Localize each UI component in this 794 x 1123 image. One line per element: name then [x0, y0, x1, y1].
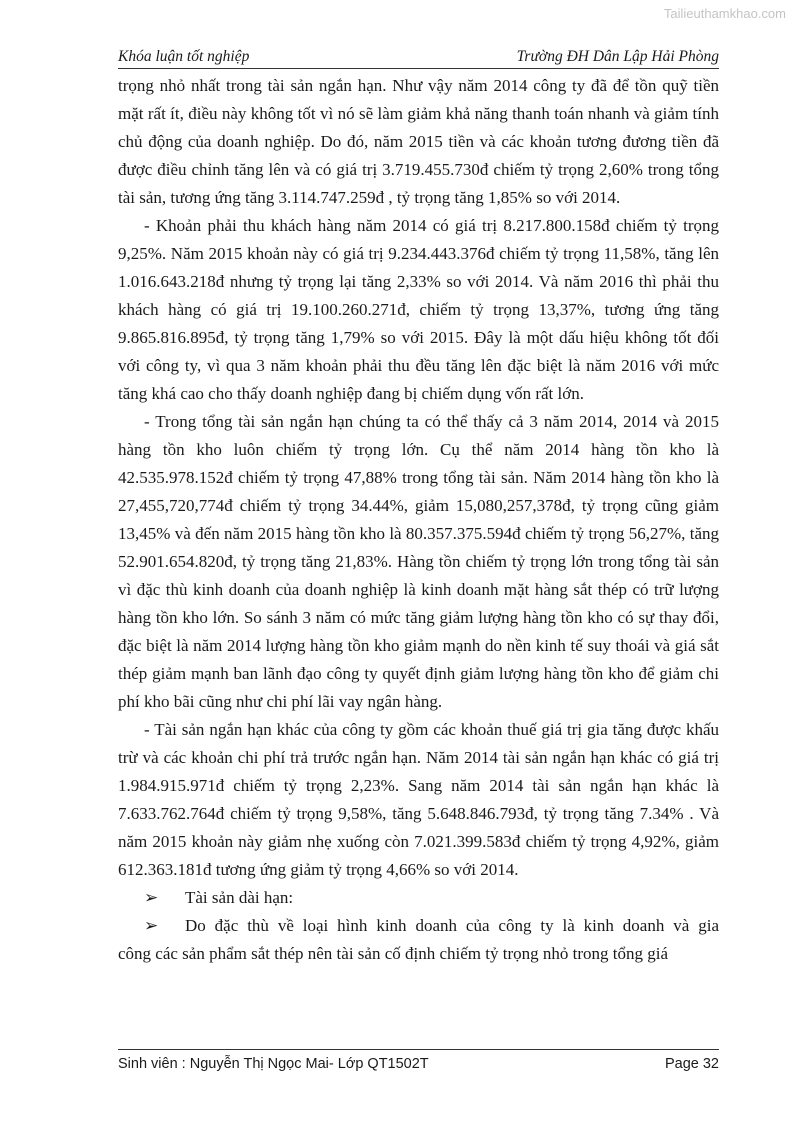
footer-student-label: Sinh viên : Nguyễn Thị Ngọc Mai- Lớp QT1502T — [118, 1056, 429, 1072]
header-thesis-label: Khóa luận tốt nghiệp — [118, 48, 250, 65]
header-university-label: Trường ĐH Dân Lập Hải Phòng — [516, 48, 719, 65]
watermark-text: Tailieuthamkhao.com — [663, 6, 786, 21]
paragraph-inventory: - Trong tổng tài sản ngắn hạn chúng ta có thể thấy cả 3 năm 2014, 2014 và 2015 hàng tồn kho luôn chiếm tỷ trọng lớn. Cụ thể năm 2014 hàng tồn kho là 42.535.978.152đ chiếm tỷ trọng 47,88% trong tổng tài sản. Năm 2014 hàng tồn kho là 27,455,720,774đ chiếm tỷ trọng 34.44%, giảm 15,080,257,378đ, tỷ trọng cũng giảm 13,45% và đến năm 2015 hàng tồn kho là 80.357.375.594đ chiếm tỷ trọng 56,27%, tăng 52.901.654.820đ, tỷ trọng tăng 21,83%. Hàng tồn chiếm tỷ trọng lớn trong tổng tài sản vì đặc thù kinh doanh của doanh nghiệp là kinh doanh mặt hàng sắt thép có trữ lượng hàng tồn kho lớn. So sánh 3 năm có mức tăng giảm lượng hàng tồn kho có sự thay đổi, đặc biệt là năm 2014 lượng hàng tồn kho giảm mạnh do nền kinh tế suy thoái và giá sắt thép giảm mạnh ban lãnh đạo công ty quyết định giảm lượng hàng tồn kho để giảm chi phí kho bãi cũng như chi phí lãi vay ngân hàng. — [118, 412, 719, 711]
arrow-item-business-type — [118, 912, 719, 968]
arrow-bullet-icon: ➢ — [144, 916, 159, 935]
page-header — [118, 46, 719, 69]
arrow-item-text: Tài sản dài hạn: — [185, 888, 294, 907]
arrow-item-continuation: công các sản phẩm sắt thép nên tài sản cố định chiếm tỷ trọng nhỏ trong tổng giá — [118, 944, 669, 963]
page-footer — [118, 1049, 719, 1076]
arrow-item-text: Do đặc thù về loại hình kinh doanh của công ty là kinh doanh và gia — [185, 916, 719, 935]
document-body — [118, 72, 719, 968]
arrow-bullet-icon: ➢ — [144, 888, 159, 907]
paragraph-receivables: - Khoản phải thu khách hàng năm 2014 có giá trị 8.217.800.158đ chiếm tỷ trọng 9,25%. Năm 2015 khoản này có giá trị 9.234.443.376đ chiếm tỷ trọng 11,58%, tăng lên 1.016.643.218đ nhưng tỷ trọng lại tăng 2,33% so với 2014. Và năm 2016 thì phải thu khách hàng có giá trị 19.100.260.271đ, chiếm tỷ trọng 13,37%, tương ứng tăng 9.865.816.895đ, tỷ trọng tăng 1,79% so với 2015. Đây là một dấu hiệu không tốt đối với công ty, vì qua 3 năm khoản phải thu đều tăng lên đặc biệt là năm 2016 với mức tăng khá cao cho thấy doanh nghiệp đang bị chiếm dụng vốn rất lớn. — [118, 216, 719, 403]
paragraph-cash: trọng nhỏ nhất trong tài sản ngắn hạn. Như vậy năm 2014 công ty đã để tồn quỹ tiền mặt rất ít, điều này không tốt vì nó sẽ làm giảm khả năng thanh toán nhanh và giảm tính chủ động của doanh nghiệp. Do đó, năm 2015 tiền và các khoản tương đương tiền đã được điều chỉnh tăng lên và có giá trị 3.719.455.730đ chiếm tỷ trọng 2,60% trong tổng tài sản, tương ứng tăng 3.114.747.259đ , tỷ trọng tăng 1,85% so với 2014. — [118, 76, 719, 207]
arrow-item-long-term-assets — [118, 884, 719, 912]
footer-page-number: Page 32 — [664, 1056, 719, 1072]
paragraph-other-short-term-assets: - Tài sản ngắn hạn khác của công ty gồm các khoản thuế giá trị gia tăng được khấu trừ và các khoản chi phí trả trước ngắn hạn. Năm 2014 tài sản ngắn hạn khác có giá trị 1.984.915.971đ chiếm tỷ trọng 2,23%. Sang năm 2014 tài sản ngắn hạn khác là 7.633.762.764đ chiếm tỷ trọng 9,58%, tăng 5.648.846.793đ, tỷ trọng tăng 7.34% . Và năm 2015 khoản này giảm nhẹ xuống còn 7.021.399.583đ chiếm tỷ trọng 4,92%, giảm 612.363.181đ tương ứng giảm tỷ trọng 4,66% so với 2014. — [118, 720, 719, 879]
